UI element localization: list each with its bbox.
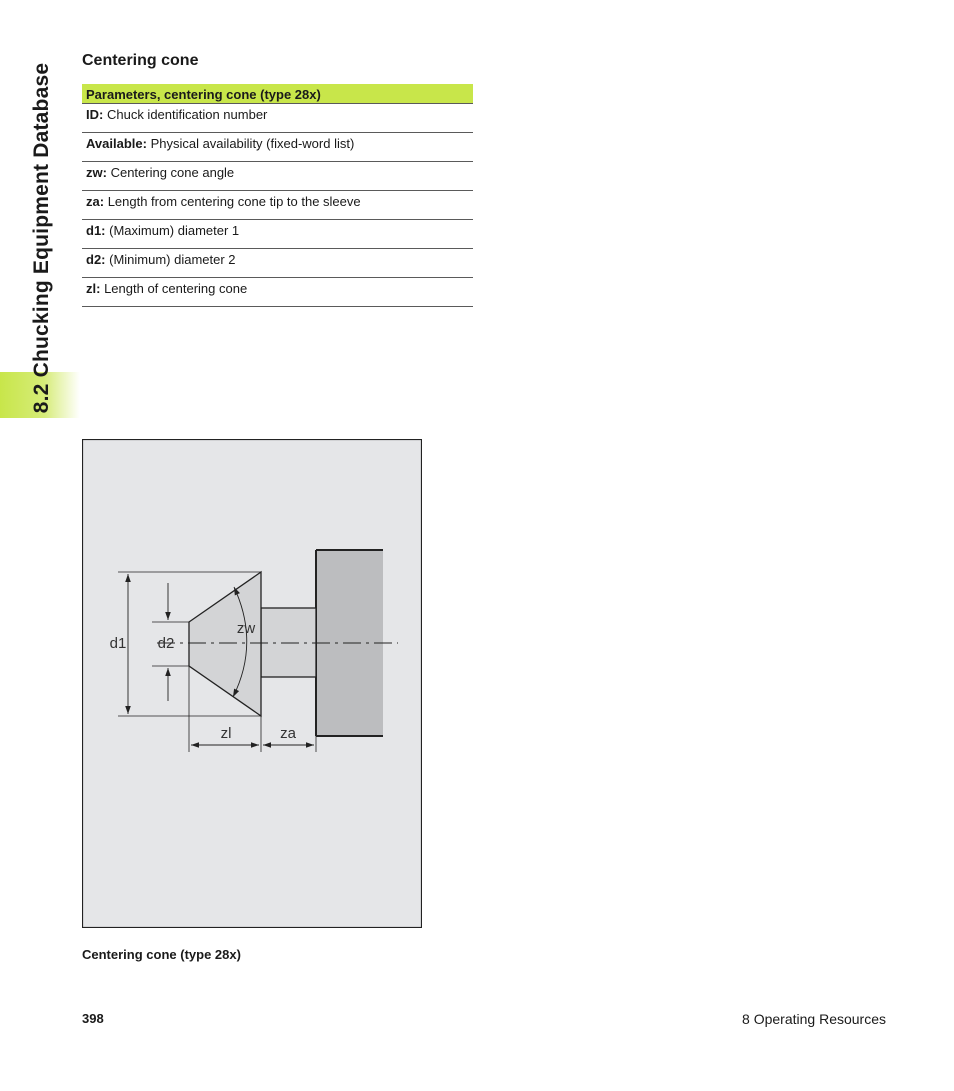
d2-label: d2 xyxy=(157,635,175,652)
footer-chapter: 8 Operating Resources xyxy=(742,1011,886,1027)
d1-label: d1 xyxy=(109,635,127,652)
param-desc: Physical availability (fixed-word list) xyxy=(150,136,355,151)
table-cell xyxy=(82,191,473,220)
param-desc: Centering cone angle xyxy=(110,165,235,180)
param-key: zw: xyxy=(86,165,107,180)
param-desc: Length of centering cone xyxy=(104,281,248,296)
table-row xyxy=(82,191,473,220)
param-desc: Chuck identification number xyxy=(106,107,268,122)
param-key: Available: xyxy=(86,136,147,151)
table-cell xyxy=(82,133,473,162)
param-key: ID: xyxy=(86,107,104,122)
parameter-table xyxy=(82,84,473,307)
table-row xyxy=(82,133,473,162)
param-key: za: xyxy=(86,194,105,209)
param-key: zl: xyxy=(86,281,101,296)
section-title: Centering cone xyxy=(82,52,199,69)
table-cell xyxy=(82,249,473,278)
table-cell xyxy=(82,104,473,133)
param-desc: (Maximum) diameter 1 xyxy=(109,223,240,238)
centering-cone-diagram xyxy=(82,439,422,928)
table-row xyxy=(82,249,473,278)
param-desc: (Minimum) diameter 2 xyxy=(109,252,236,267)
zw-label: zw xyxy=(236,620,256,637)
table-cell xyxy=(82,162,473,191)
zl-label: zl xyxy=(220,725,232,742)
table-cell xyxy=(82,220,473,249)
param-key: d1: xyxy=(86,223,106,238)
table-row xyxy=(82,278,473,307)
za-label: za xyxy=(280,725,296,742)
table-header: Parameters, centering cone (type 28x) xyxy=(82,84,473,104)
page-number: 398 xyxy=(82,1011,104,1026)
figure-caption: Centering cone (type 28x) xyxy=(82,947,241,962)
param-desc: Length from centering cone tip to the sleeve xyxy=(107,194,361,209)
table-cell xyxy=(82,278,473,307)
centering-cone-figure xyxy=(82,439,422,928)
param-key: d2: xyxy=(86,252,106,267)
table-header-row xyxy=(82,84,473,104)
table-row xyxy=(82,162,473,191)
chapter-tab-label: 8.2 Chucking Equipment Database xyxy=(30,62,53,414)
table-row xyxy=(82,220,473,249)
table-row xyxy=(82,104,473,133)
